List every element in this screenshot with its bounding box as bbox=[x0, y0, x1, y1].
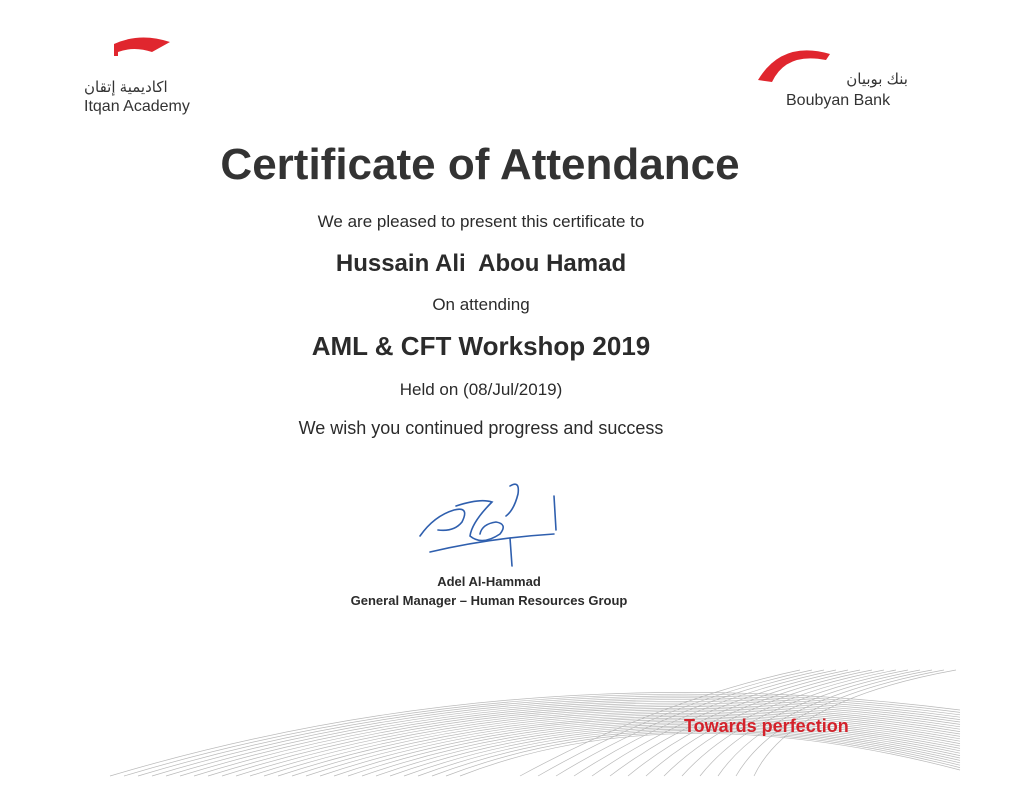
signatory-name: Adel Al-Hammad bbox=[437, 574, 541, 589]
handwritten-signature bbox=[410, 476, 570, 572]
tagline: Towards perfection bbox=[684, 716, 849, 736]
recipient-name: Hussain Ali Abou Hamad bbox=[335, 250, 627, 277]
decorative-arc-line bbox=[250, 710, 960, 776]
decorative-arc-line bbox=[306, 717, 960, 776]
boubyan-bank-logo bbox=[752, 40, 922, 120]
boubyan-arabic-name: بنك بوبيان bbox=[846, 71, 908, 88]
attending-text: On attending bbox=[432, 295, 530, 314]
certificate-title: Certificate of Attendance bbox=[220, 140, 740, 189]
decorative-arc-line bbox=[194, 703, 960, 776]
signatory-role: General Manager – Human Resources Group bbox=[350, 593, 628, 608]
boubyan-latin-name: Boubyan Bank bbox=[786, 92, 891, 109]
held-on-date: Held on (08/Jul/2019) bbox=[399, 380, 563, 399]
wish-text: We wish you continued progress and success bbox=[298, 418, 664, 438]
event-name: AML & CFT Workshop 2019 bbox=[311, 331, 651, 361]
decorative-arc-lines bbox=[100, 640, 970, 780]
decorative-arc-line bbox=[460, 733, 960, 776]
decorative-arc-line bbox=[236, 708, 960, 776]
decorative-arc-line bbox=[404, 728, 960, 776]
intro-text: We are pleased to present this certificate to bbox=[317, 212, 645, 231]
itqan-latin-name: Itqan Academy bbox=[84, 98, 190, 115]
itqan-arabic-name: اكاديمية إتقان bbox=[84, 79, 168, 96]
itqan-academy-logo bbox=[84, 36, 214, 120]
graduation-cap-icon bbox=[112, 36, 174, 58]
